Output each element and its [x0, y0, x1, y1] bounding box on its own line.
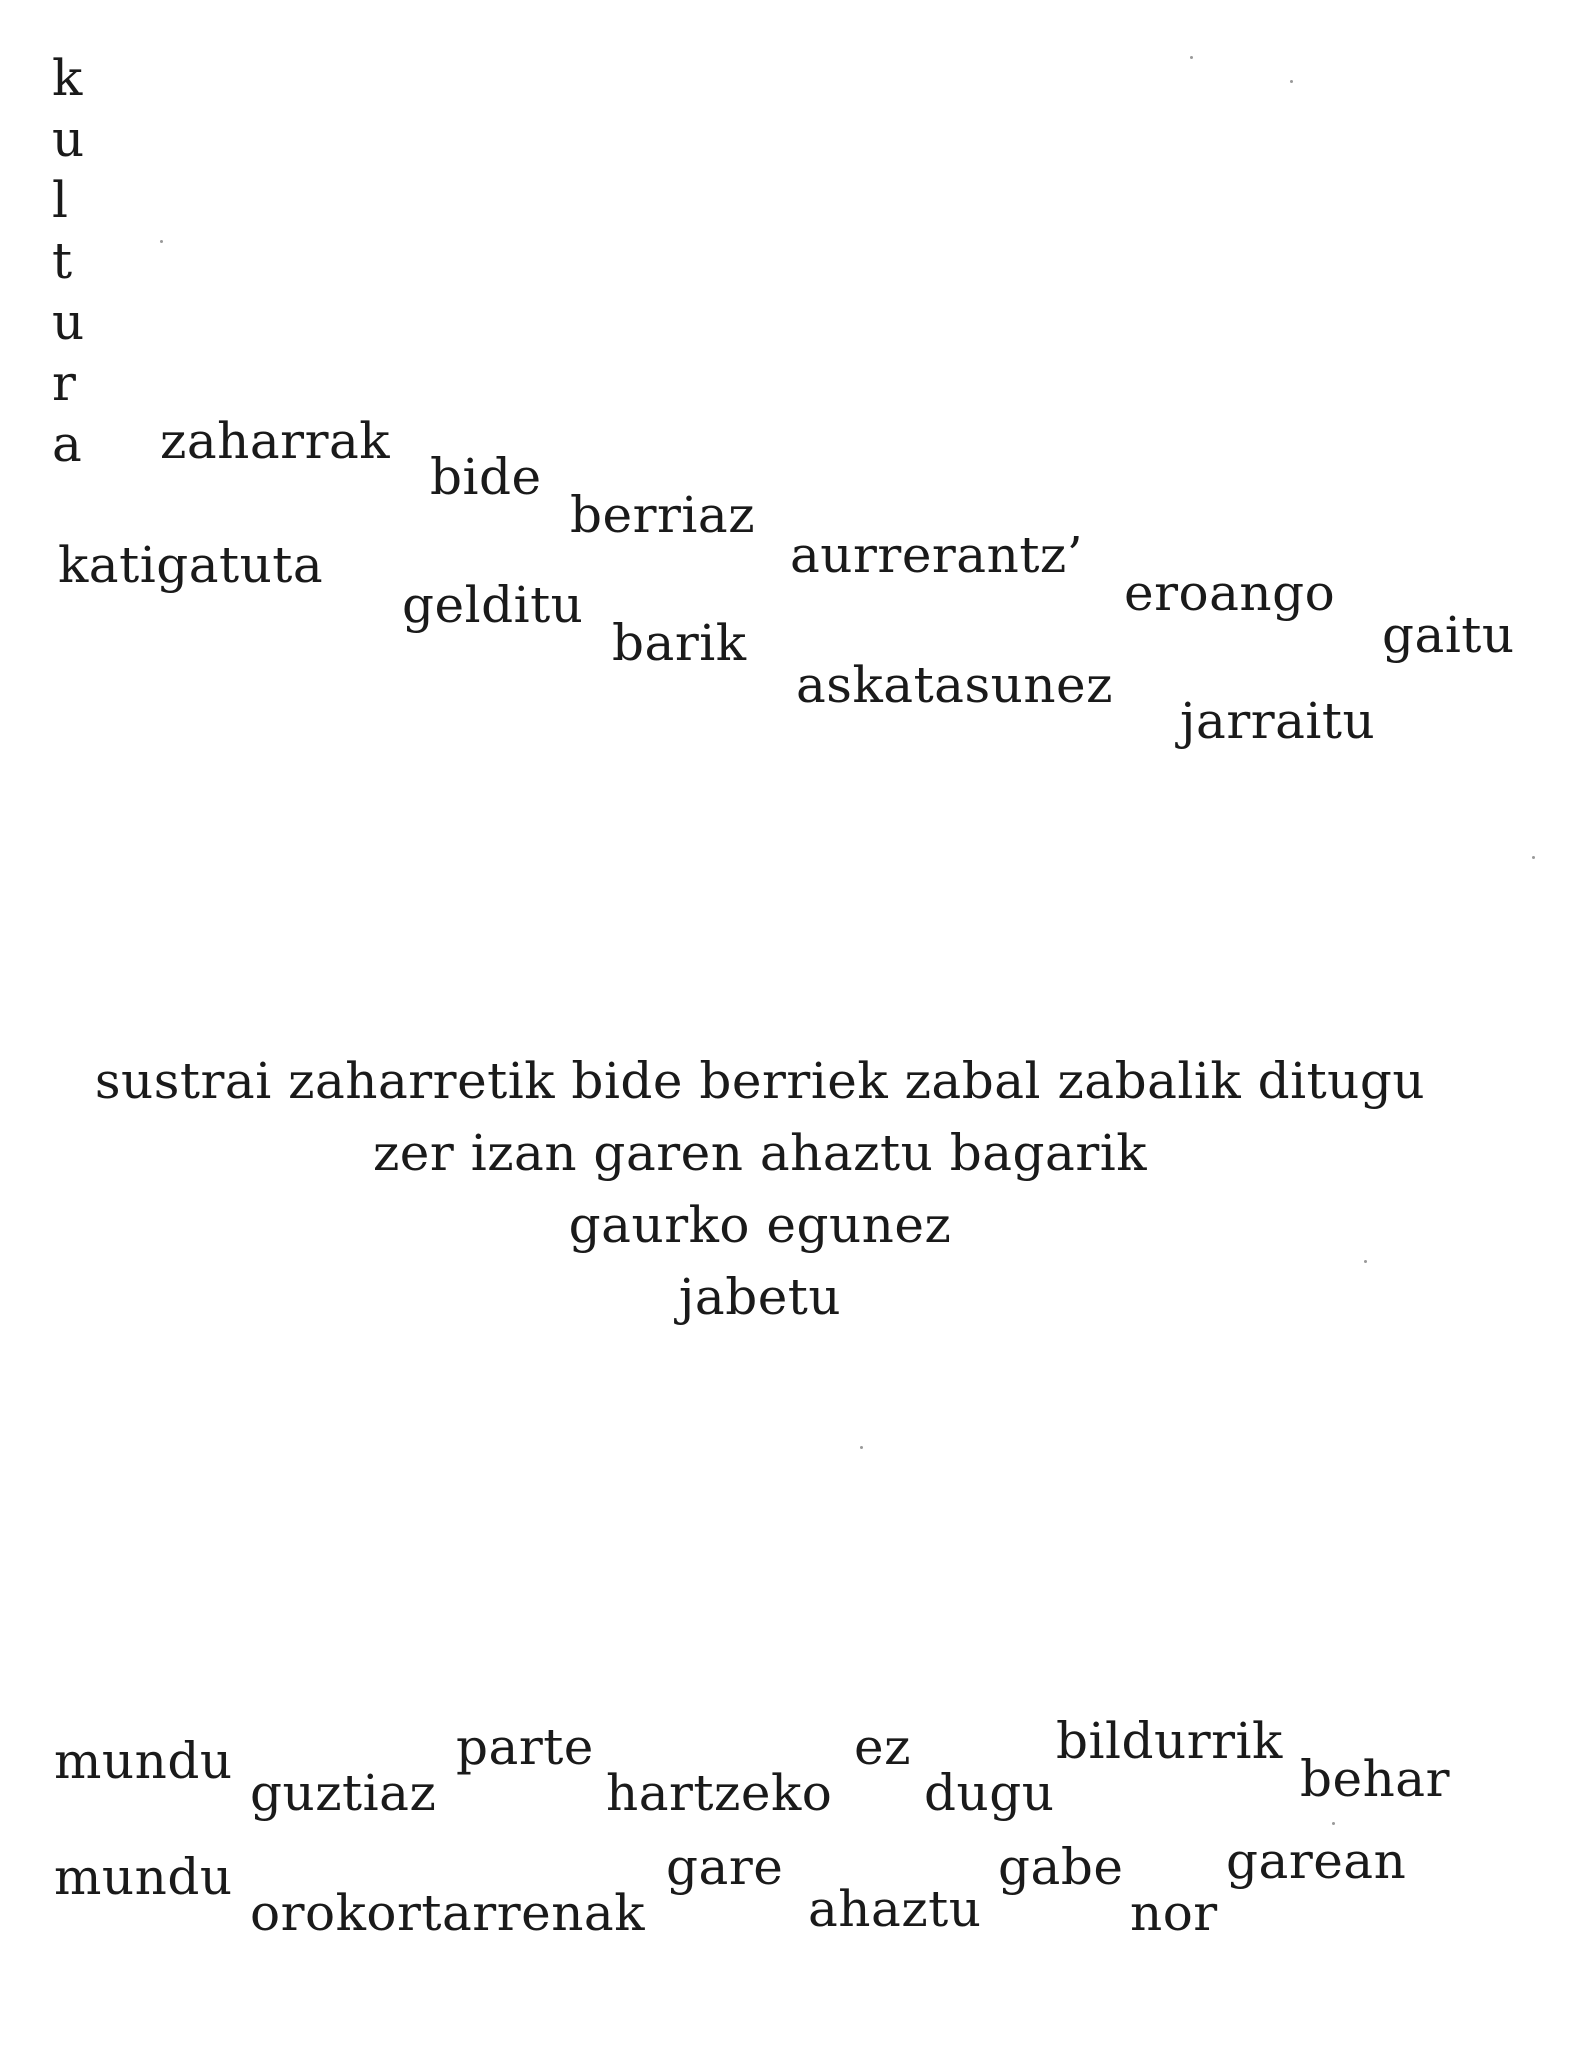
poem-word: jarraitu [1180, 692, 1376, 750]
paper-speck [1190, 56, 1193, 59]
paper-speck [860, 1446, 863, 1449]
vertical-word-kultura [52, 48, 92, 475]
poem-word: barik [612, 614, 747, 672]
vertical-letter: u [52, 110, 85, 168]
vertical-letter: k [52, 49, 83, 107]
poem-word: ez [854, 1718, 911, 1776]
poem-word: ahaztu [808, 1880, 982, 1938]
poem-line: jabetu [678, 1268, 842, 1326]
poem-word: mundu [54, 1848, 233, 1906]
poem-word: berriaz [570, 486, 756, 544]
poem-word: behar [1300, 1750, 1451, 1808]
poem-line: zer izan garen ahaztu bagarik [372, 1124, 1148, 1182]
poem-word: askatasunez [796, 656, 1113, 714]
poem-word: nor [1130, 1884, 1218, 1942]
paper-speck [1290, 80, 1293, 83]
poem-word: katigatuta [58, 536, 324, 594]
poem-word: gaitu [1382, 606, 1515, 664]
vertical-letter: l [52, 171, 68, 229]
paper-speck [1532, 856, 1535, 859]
vertical-letter: r [52, 354, 76, 412]
paper-speck [1364, 1260, 1367, 1263]
poem-word: bide [430, 448, 542, 506]
poem-word: guztiaz [250, 1764, 437, 1822]
poem-line: gaurko egunez [568, 1196, 952, 1254]
poem-word: gare [666, 1838, 784, 1896]
poem-word: gelditu [402, 576, 584, 634]
poem-word: orokortarrenak [250, 1884, 646, 1942]
poem-word: hartzeko [606, 1764, 833, 1822]
poem-word: zaharrak [160, 412, 391, 470]
poem-word: eroango [1124, 564, 1336, 622]
poem-word: aurrerantz’ [790, 526, 1084, 584]
poem-word: gabe [998, 1838, 1124, 1896]
vertical-letter: t [52, 232, 73, 290]
poem-word: mundu [54, 1732, 233, 1790]
poem-word: parte [456, 1718, 594, 1776]
poem-word: dugu [924, 1764, 1055, 1822]
poem-word: garean [1226, 1832, 1407, 1890]
paper-speck [160, 240, 163, 243]
vertical-letter: u [52, 293, 85, 351]
vertical-letter: a [52, 415, 82, 473]
poem-line: sustrai zaharretik bide berriek zabal zabalik ditugu [94, 1052, 1426, 1110]
poem-word: bildurrik [1056, 1712, 1283, 1770]
paper-speck [1332, 1822, 1335, 1825]
